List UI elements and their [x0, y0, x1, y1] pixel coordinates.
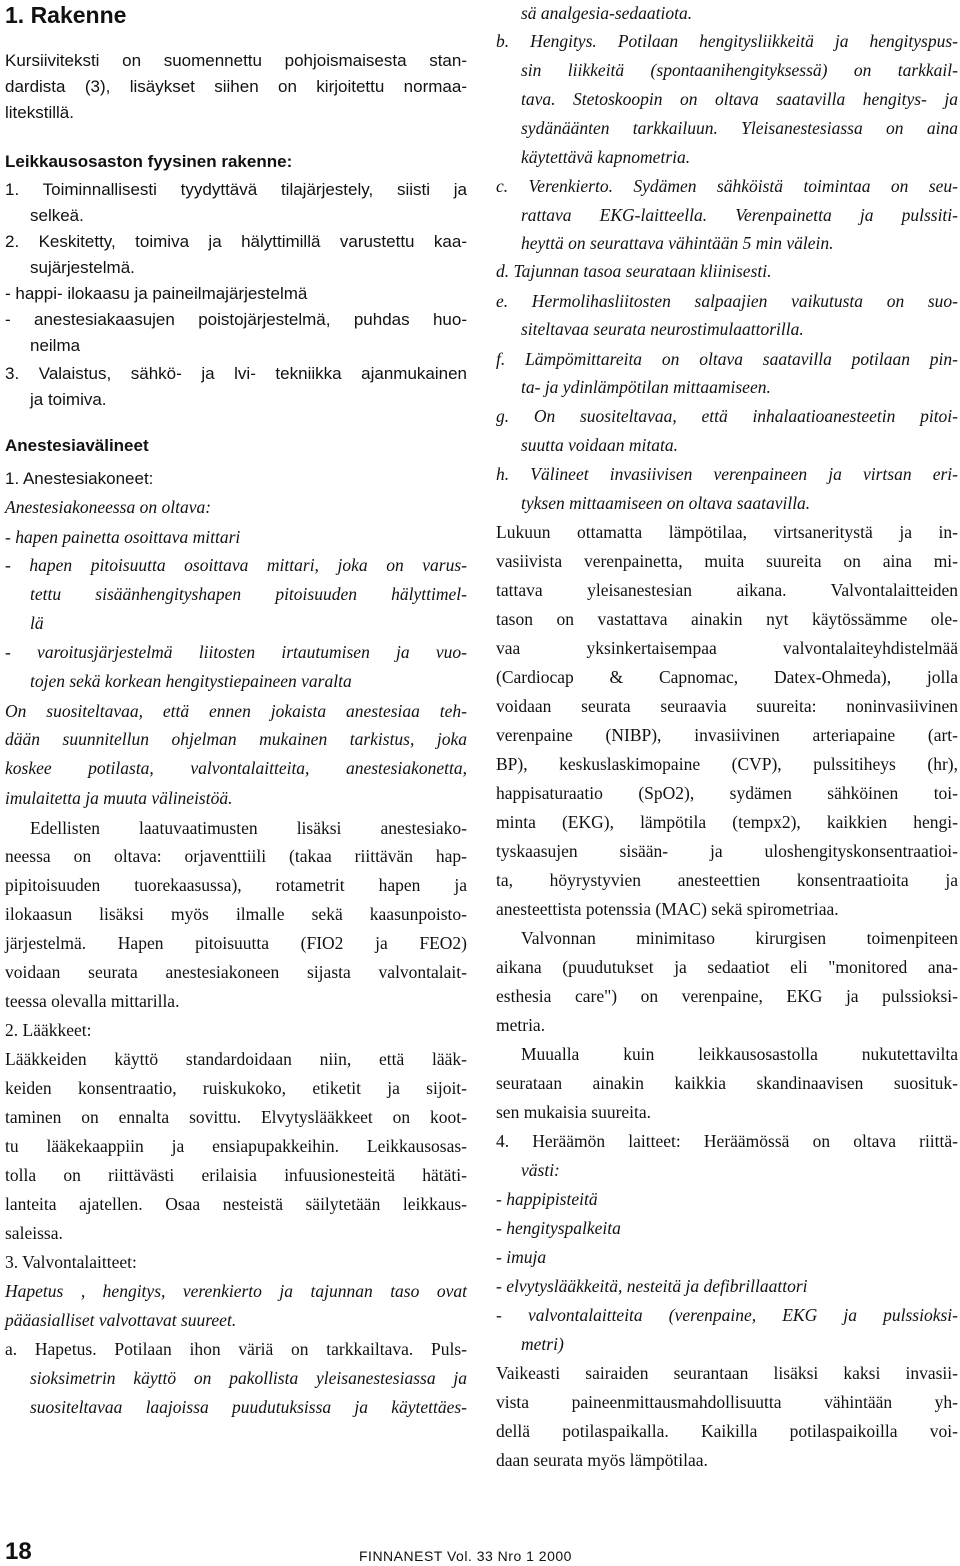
text-line: pipitoisuuden tuorekaasussa), rotametrit hapen ja: [5, 875, 467, 895]
list-item: - happipisteitä: [496, 1189, 598, 1209]
text-line: verenpaine (NIBP), invasiivinen arteriapaine (art-: [496, 725, 958, 745]
text-line: daan seurata myös lämpötilaa.: [496, 1450, 708, 1470]
text-line: litekstillä.: [5, 103, 74, 122]
text-line: västi:: [521, 1160, 560, 1180]
text-line: Lääkkeiden käyttö standardoidaan niin, että lääk-: [5, 1049, 467, 1069]
list-item: e. Hermolihasliitosten salpaajien vaikutusta on suo-: [496, 291, 958, 311]
list-item: - happi- ilokaasu ja paineilmajärjestelmä: [5, 284, 308, 303]
text-line: sydänäänten tarkkailuun. Yleisanestesiassa on aina: [521, 118, 958, 138]
text-line: tason on vastattava ainakin nyt käytössämme ole-: [496, 609, 958, 629]
list-item: - imuja: [496, 1247, 547, 1267]
text-line: ilokaasun lisäksi myös ilmalle sekä kaasunpoisto-: [5, 904, 467, 924]
list-item: - hapen painetta osoittava mittari: [5, 527, 241, 547]
text-line: tettu sisäänhengityshapen pitoisuuden hälyttimel-: [30, 584, 467, 604]
text-line: 2. Lääkkeet:: [5, 1020, 92, 1040]
text-line: dellä potilaspaikalla. Kaikilla potilaspaikoilla voi-: [496, 1421, 958, 1441]
text-line: tattava yleisanestesian aikana. Valvontalaitteiden: [496, 580, 958, 600]
list-item: - valvontalaitteita (verenpaine, EKG ja pulssioksi-: [496, 1305, 958, 1325]
text-line: BP), keskuslaskimopaine (CVP), pulssitiheys (hr),: [496, 754, 958, 774]
text-line: selkeä.: [30, 206, 84, 225]
text-line: voidaan seurata anestesiakoneen sijasta valvontalait-: [5, 962, 467, 982]
text-line: tu lääkekaappiin ja ensiapupakkeihin. Leikkausosas-: [5, 1136, 467, 1156]
text-line: 2. Keskitetty, toimiva ja hälyttimillä varustettu kaa-: [5, 232, 467, 251]
section-heading: 1. Rakenne: [5, 2, 127, 28]
text-line: Edellisten laatuvaatimusten lisäksi anestesiako-: [30, 818, 467, 838]
text-line: keiden konsentraatio, ruiskukoko, etiketit ja sijoit-: [5, 1078, 467, 1098]
text-line: lä: [30, 613, 44, 633]
list-item: - elvytyslääkkeitä, nesteitä ja defibrillaattori: [496, 1276, 808, 1296]
text-line: neilma: [30, 336, 81, 355]
text-line: ta- ja ydinlämpötilan mittaamiseen.: [521, 377, 771, 397]
text-line: neessa on oltava: orjaventtiili (takaa riittävän hap-: [5, 846, 467, 866]
text-line: vista paineenmittausmahdollisuutta vähintään yh-: [496, 1392, 958, 1412]
text-line: Hapetus , hengitys, verenkierto ja tajunnan taso ovat: [5, 1281, 467, 1301]
text-line: Kursiiviteksti on suomennettu pohjoismaisesta stan-: [5, 51, 467, 70]
text-line: metri): [521, 1334, 564, 1354]
text-line: tojen sekä korkean hengitystiepaineen varalta: [30, 671, 352, 691]
list-item: b. Hengitys. Potilaan hengitysliikkeitä ja hengityspus-: [496, 31, 958, 51]
text-line: käytettävä kapnometria.: [521, 147, 691, 167]
text-line: happisaturaatio (SpO2), sydämen sähköinen toi-: [496, 783, 958, 803]
text-line: 1. Anestesiakoneet:: [5, 469, 154, 488]
list-item: c. Verenkierto. Sydämen sähköistä toimintaa on seu-: [496, 176, 958, 196]
text-line: Lukuun ottamatta lämpötilaa, virtsaneritystä ja in-: [496, 522, 958, 542]
text-line: suositeltavaa laajoissa puudutuksissa ja käytettäes-: [30, 1397, 467, 1417]
subheading: Leikkausosaston fyysinen rakenne:: [5, 152, 293, 171]
text-line: rattava EKG-laitteella. Verenpainetta ja pulssiti-: [521, 205, 958, 225]
text-line: minta (EKG), lämpötila (tempx2), kaikkien hengi-: [496, 812, 958, 832]
text-line: suutta voidaan mitata.: [521, 435, 679, 455]
journal-footer: FINNANEST Vol. 33 Nro 1 2000: [359, 1548, 572, 1564]
text-line: sä analgesia-sedaatiota.: [521, 3, 693, 23]
text-line: seurataan ainakin kaikkia skandinaavisen suosituk-: [496, 1073, 958, 1093]
text-line: sujärjestelmä.: [30, 258, 135, 277]
text-line: Vaikeasti sairaiden seurantaan lisäksi kaksi invasii-: [496, 1363, 958, 1383]
text-line: saleissa.: [5, 1223, 63, 1243]
text-line: lanteita ajatellen. Osaa nesteistä säilytetään leikkaus-: [5, 1194, 467, 1214]
text-line: Valvonnan minimitaso kirurgisen toimenpiteen: [521, 928, 958, 948]
list-item: - hengityspalkeita: [496, 1218, 621, 1238]
text-line: 3. Valvontalaitteet:: [5, 1252, 137, 1272]
text-line: 1. Toiminnallisesti tyydyttävä tilajärjestely, siisti ja: [5, 180, 467, 199]
text-line: vaa yksinkertaisempaa valvontalaiteyhdistelmää: [496, 638, 958, 658]
text-line: sioksimetrin käyttö on pakollista yleisanestesiassa ja: [30, 1368, 467, 1388]
list-item: d. Tajunnan tasoa seurataan kliinisesti.: [496, 261, 772, 281]
text-line: järjestelmä. Hapen pitoisuutta (FIO2 ja FEO2): [5, 933, 467, 953]
text-line: vasiivista verenpainetta, muita suureita on aina mi-: [496, 551, 958, 571]
text-line: pääasialliset valvottavat suureet.: [5, 1310, 237, 1330]
text-line: sen mukaisia suureita.: [496, 1102, 652, 1122]
text-line: dardista (3), lisäykset siihen on kirjoitettu normaa-: [5, 77, 467, 96]
text-line: dään suunnitellun ohjelman mukainen tarkistus, joka: [5, 729, 467, 749]
list-item: f. Lämpömittareita on oltava saatavilla potilaan pin-: [496, 349, 958, 369]
text-line: tyksen mittaamiseen on oltava saatavilla.: [521, 493, 811, 513]
text-line: teessa olevalla mittarilla.: [5, 991, 180, 1011]
text-line: imulaitetta ja muuta välineistöä.: [5, 788, 233, 808]
text-line: siteltavaa seurata neurostimulaattorilla.: [521, 319, 804, 339]
text-line: (Cardiocap & Capnomac, Datex-Ohmeda), jolla: [496, 667, 958, 687]
text-line: esthesia care") on verenpaine, EKG ja pulssioksi-: [496, 986, 958, 1006]
subheading: Anestesiavälineet: [5, 436, 149, 455]
page-number: 18: [5, 1538, 32, 1565]
text-line: 3. Valaistus, sähkö- ja lvi- tekniikka ajanmukainen: [5, 364, 467, 383]
text-line: koskee potilasta, valvontalaitteita, anestesiakonetta,: [5, 758, 467, 778]
text-line: ja toimiva.: [30, 390, 107, 409]
text-line: sin liikkeitä (spontaanihengityksessä) on tarkkail-: [521, 60, 958, 80]
text-line: a. Hapetus. Potilaan ihon väriä on tarkkailtava. Puls-: [5, 1339, 467, 1359]
text-line: voidaan seurata seuraavia suureita: noninvasiivinen: [496, 696, 958, 716]
list-item: h. Välineet invasiivisen verenpaineen ja virtsan eri-: [496, 464, 958, 484]
text-line: On suositeltavaa, että ennen jokaista anestesiaa teh-: [5, 701, 467, 721]
list-item: g. On suositeltavaa, että inhalaatioanesteetin pitoi-: [496, 406, 958, 426]
text-line: metria.: [496, 1015, 546, 1035]
list-item: - anestesiakaasujen poistojärjestelmä, puhdas huo-: [5, 310, 467, 329]
text-line: anesteettista potenssia (MAC) sekä spirometriaa.: [496, 899, 839, 919]
text-line: 4. Heräämön laitteet: Heräämössä on oltava riittä-: [496, 1131, 958, 1151]
text-line: Muualla kuin leikkausosastolla nukutettavilta: [521, 1044, 958, 1064]
text-line: tava. Stetoskoopin on oltava saatavilla hengitys- ja: [521, 89, 958, 109]
text-line: Anestesiakoneessa on oltava:: [5, 497, 212, 517]
text-line: ta, höyrystyvien anesteettien konsentraatioita ja: [496, 870, 958, 890]
list-item: - varoitusjärjestelmä liitosten irtautumisen ja vuo-: [5, 642, 467, 662]
text-line: heyttä on seurattava vähintään 5 min välein.: [521, 233, 834, 253]
text-line: aikana (puudutukset ja sedaatiot eli "monitored ana-: [496, 957, 958, 977]
text-line: tyskaasujen sisään- ja uloshengityskonsentraatioi-: [496, 841, 958, 861]
text-line: tolla on riittävästi erilaisia infuusionesteitä hätäti-: [5, 1165, 467, 1185]
text-line: taminen on ennalta sovittu. Elvytyslääkkeet on koot-: [5, 1107, 467, 1127]
list-item: - hapen pitoisuutta osoittava mittari, joka on varus-: [5, 555, 467, 575]
